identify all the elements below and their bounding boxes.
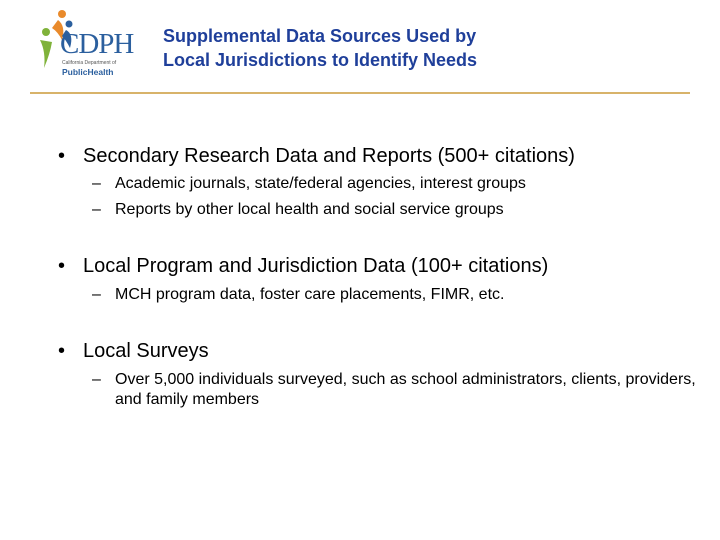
slide-title-line-1: Supplemental Data Sources Used by: [163, 26, 477, 46]
title-divider: [30, 92, 690, 94]
bullet-icon: •: [58, 145, 66, 167]
slide-title-line-2: Local Jurisdictions to Identify Needs: [163, 50, 478, 70]
sub-bullet-local-reports: [92, 200, 702, 220]
sub-bullet-survey-individuals: [92, 370, 702, 410]
sub-bullet-text: Academic journals, state/federal agencies, interest groups: [115, 175, 526, 192]
dash-icon: –: [92, 371, 101, 388]
cdph-logo: [36, 8, 134, 82]
logo-subtitle-text: California Department of: [62, 60, 117, 66]
sub-bullet-text: Over 5,000 individuals surveyed, such as school administrators, clients, providers, and family members: [115, 371, 696, 408]
logo-division-text: PublicHealth: [62, 67, 114, 77]
bullet-text: Secondary Research Data and Reports (500+ citations): [83, 145, 575, 167]
bullet-icon: •: [58, 340, 66, 362]
logo-brand-text: CDPH: [60, 28, 134, 60]
sub-bullet-text: MCH program data, foster care placements, FIMR, etc.: [115, 286, 505, 303]
dash-icon: –: [92, 175, 101, 192]
sub-bullet-academic-journals: [92, 174, 702, 194]
bullet-text: Local Surveys: [83, 340, 209, 362]
sub-bullet-text: Reports by other local health and social service groups: [115, 201, 504, 218]
dash-icon: –: [92, 201, 101, 218]
dash-icon: –: [92, 286, 101, 303]
bullet-text: Local Program and Jurisdiction Data (100+ citations): [83, 255, 549, 277]
bullet-icon: •: [58, 255, 66, 277]
sub-bullet-mch-program: [92, 285, 702, 305]
slide-title: [163, 24, 583, 72]
